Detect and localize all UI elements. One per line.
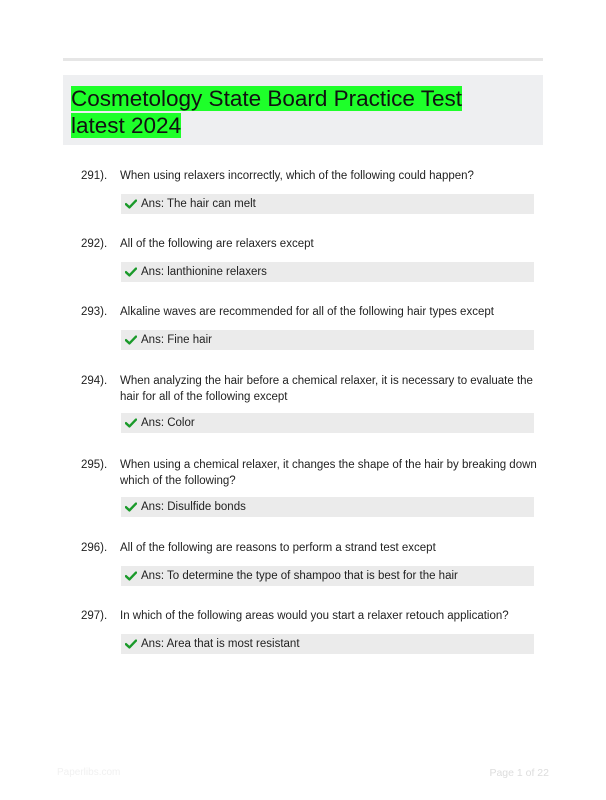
answer-box	[121, 413, 534, 433]
question-text: When using relaxers incorrectly, which of the following could happen?	[120, 170, 474, 182]
answer-text: Ans: lanthionine relaxers	[141, 266, 267, 278]
check-icon	[125, 566, 139, 586]
check-icon	[125, 413, 139, 433]
answer-box	[121, 194, 534, 214]
answer-text: Ans: Area that is most resistant	[141, 638, 300, 650]
answer-box	[121, 566, 534, 586]
question-number: 297).	[81, 610, 108, 622]
answer-box	[121, 262, 534, 282]
check-icon	[125, 497, 139, 517]
question-text: Alkaline waves are recommended for all of the following hair types except	[120, 306, 494, 318]
title-box	[63, 75, 543, 145]
answer-text: Ans: The hair can melt	[141, 198, 256, 210]
check-icon	[125, 330, 139, 350]
question-number: 294).	[81, 375, 108, 387]
question-number: 296).	[81, 542, 108, 554]
page-title	[71, 85, 513, 139]
answer-text: Ans: Disulfide bonds	[141, 501, 246, 513]
question-text: All of the following are relaxers except	[120, 238, 314, 250]
check-icon	[125, 194, 139, 214]
question-number: 295).	[81, 459, 108, 471]
answer-box	[121, 497, 534, 517]
answer-text: Ans: To determine the type of shampoo that is best for the hair	[141, 570, 458, 582]
page-number: Page 1 of 22	[489, 767, 549, 779]
question-text: In which of the following areas would you start a relaxer retouch application?	[120, 610, 509, 622]
question-number: 291).	[81, 170, 108, 182]
answer-box	[121, 330, 534, 350]
answer-text: Ans: Fine hair	[141, 334, 212, 346]
question-number: 293).	[81, 306, 108, 318]
top-divider	[63, 58, 543, 61]
question-text: When using a chemical relaxer, it changes the shape of the hair by breaking down which of the following?	[120, 459, 537, 487]
page-title-text: Cosmetology State Board Practice Test latest 2024	[71, 86, 463, 138]
footer-site: Paperlibs.com	[57, 767, 121, 778]
question-text: All of the following are reasons to perform a strand test except	[120, 542, 436, 554]
question-text: When analyzing the hair before a chemical relaxer, it is necessary to evaluate the hair for all of the following except	[120, 375, 533, 403]
question-number: 292).	[81, 238, 108, 250]
answer-text: Ans: Color	[141, 417, 195, 429]
check-icon	[125, 262, 139, 282]
check-icon	[125, 634, 139, 654]
answer-box	[121, 634, 534, 654]
